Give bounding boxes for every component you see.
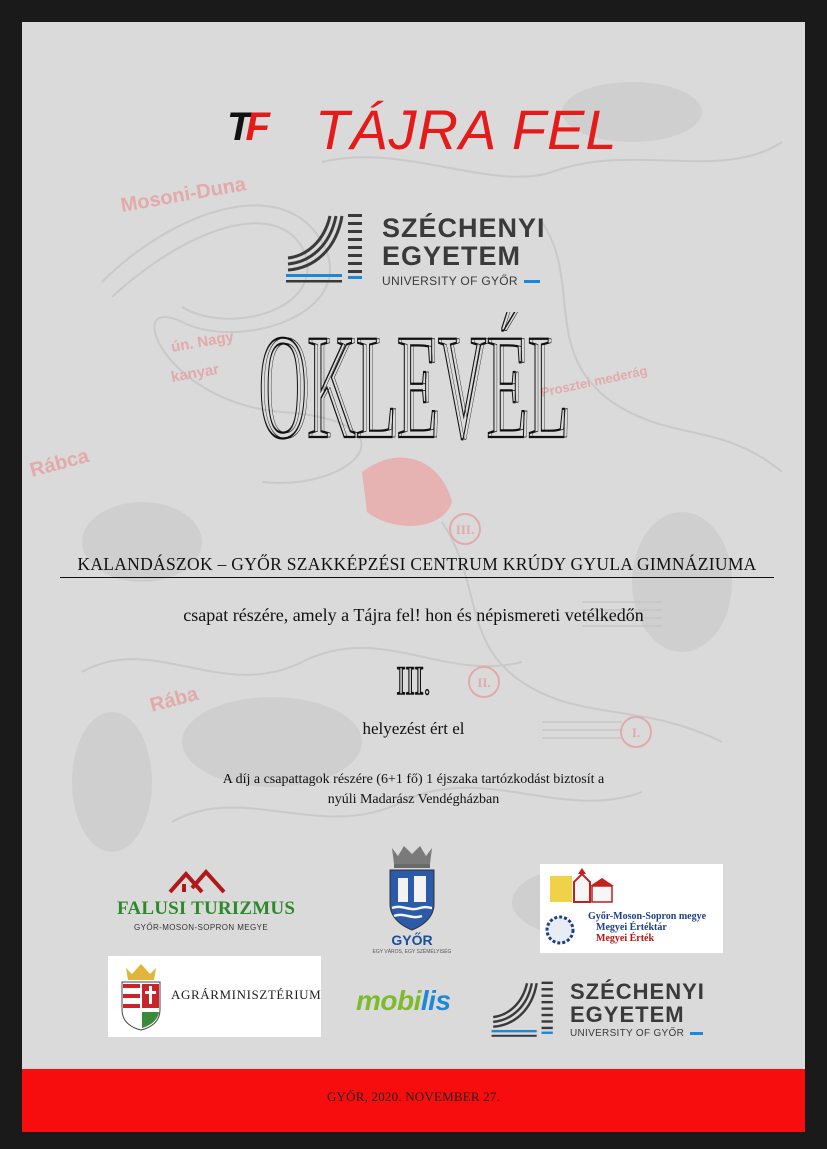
map-marker-1: I. <box>631 725 641 740</box>
university-name-line3: UNIVERSITY OF GYŐR <box>382 273 518 288</box>
placement <box>22 660 805 700</box>
map-label-rabca: Rábca <box>27 445 92 482</box>
szechenyi-logo-top <box>286 212 546 288</box>
certificate-title-wrap <box>22 312 805 467</box>
falusi-turizmus-title: FALUSI TURIZMUS <box>117 898 296 919</box>
certificate-title <box>22 312 805 462</box>
szechenyi-logo-bottom <box>490 980 705 1039</box>
gyor-subtitle: EGY VÁROS, EGY SZÉMÉLYISÉG <box>372 949 452 955</box>
competition-line: csapat részére, amely a Tájra fel! hon és népismereti vetélkedőn <box>183 605 644 625</box>
team-name: KALANDÁSZOK – GYŐR SZAKKÉPZÉSI CENTRUM KRÚDY GYULA GIMNÁZIUMA <box>60 554 774 578</box>
map-label-raba: Rába <box>147 682 201 717</box>
gyor-label: GYŐR <box>391 932 433 948</box>
svg-text:OKLEVÉL: OKLEVÉL <box>258 312 569 462</box>
agrarminiszterium-label: AGRÁRMINISZTÉRIUM <box>171 987 322 1002</box>
prize-line-1: A díj a csapattagok részére (6+1 fő) 1 éjszaka tartózkodást biztosít a <box>222 772 605 787</box>
prize-text <box>22 770 805 810</box>
university-emblem-icon <box>286 212 364 284</box>
certificate-page <box>22 22 805 1132</box>
blue-dash-icon-small <box>690 1032 703 1035</box>
map-label-mederag: Prosztei mederág <box>539 362 649 400</box>
university-name-line2: EGYETEM <box>382 241 522 272</box>
result-line: helyezést ért el <box>362 719 465 738</box>
placement-wrap <box>22 660 805 705</box>
prize-line-2: nyúli Madarász Vendégházban <box>327 792 500 807</box>
falusi-roof-icon <box>168 866 228 896</box>
university-name-line1: SZÉCHENYI <box>382 213 546 243</box>
gyor-coat-of-arms-icon <box>384 842 440 932</box>
ertektar-line-2: Megyei Értéktár <box>596 922 667 933</box>
university-bottom-line2: EGYETEM <box>570 1002 685 1028</box>
map-label-nagy: ún. Nagy <box>169 328 236 356</box>
certificate-title-inline: OKLEVÉL <box>261 312 572 462</box>
tajra-fel-title: TÁJRA FEL <box>315 98 618 161</box>
map-label-kanyar: kanyar <box>169 360 221 386</box>
ertektar-line-3: Megyei Érték <box>596 933 655 944</box>
hungarian-coat-of-arms-icon <box>116 962 166 1032</box>
ertektar-line-1: Győr-Moson-Sopron megye <box>588 911 707 922</box>
svg-text:III.: III. <box>396 660 431 700</box>
map-marker-2: II. <box>477 675 491 690</box>
blue-dash-icon <box>524 280 540 283</box>
map-marker-3: III. <box>455 522 475 537</box>
university-emblem-icon-small <box>490 980 556 1038</box>
agrarminiszterium-card <box>108 956 321 1037</box>
tf-monogram: TF <box>227 105 264 149</box>
falusi-turizmus-subtitle: GYŐR-MOSON-SOPRON MEGYE <box>134 923 269 932</box>
mobilis-logo: mobilis <box>356 985 451 1016</box>
footer-date: GYŐR, 2020. NOVEMBER 27. <box>326 1089 501 1104</box>
university-bottom-line3: UNIVERSITY OF GYŐR <box>570 1028 685 1040</box>
university-bottom-line1: SZÉCHENYI <box>570 979 705 1004</box>
map-label-mosoni: Mosoni-Duna <box>119 173 248 217</box>
megyei-ertektar-card <box>540 864 723 953</box>
